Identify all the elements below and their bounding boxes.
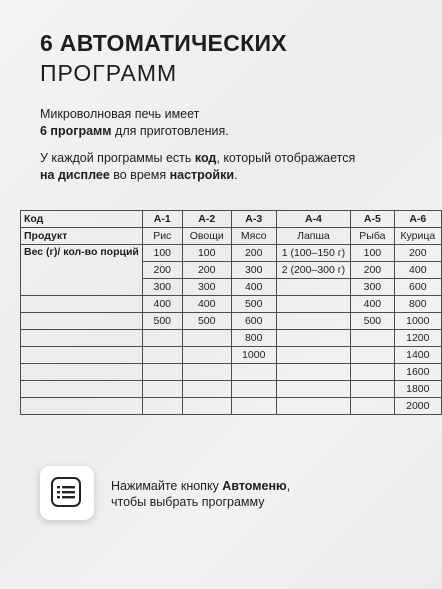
table-row xyxy=(21,245,442,262)
weight-cell xyxy=(231,364,276,381)
empty-cell xyxy=(21,381,143,398)
weight-cell: 400 xyxy=(182,296,231,313)
weight-cell: 1000 xyxy=(231,347,276,364)
weight-label: Вес (г)/ кол-во порций xyxy=(21,245,143,296)
auto-menu-button[interactable] xyxy=(40,466,94,520)
weight-cell: 200 xyxy=(394,245,441,262)
weight-cell xyxy=(276,381,351,398)
auto-menu-hint: Нажимайте кнопку Автоменю, чтобы выбрать программу xyxy=(111,479,291,509)
weight-cell xyxy=(231,381,276,398)
product-cell: Мясо xyxy=(231,228,276,245)
weight-cell: 800 xyxy=(394,296,441,313)
weight-cell xyxy=(276,364,351,381)
weight-cell: 400 xyxy=(351,296,394,313)
weight-cell: 1000 xyxy=(394,313,441,330)
product-cell: Овощи xyxy=(182,228,231,245)
weight-cell xyxy=(351,381,394,398)
programs-table xyxy=(20,210,442,415)
weight-cell: 1800 xyxy=(394,381,441,398)
weight-cell: 200 xyxy=(351,262,394,279)
code-cell: A-4 xyxy=(276,211,351,228)
weight-cell xyxy=(276,330,351,347)
weight-cell: 500 xyxy=(231,296,276,313)
weight-cell xyxy=(182,330,231,347)
weight-cell: 1600 xyxy=(394,364,441,381)
table-row xyxy=(21,398,442,415)
weight-cell xyxy=(142,381,182,398)
page-title: 6 АВТОМАТИЧЕСКИХ xyxy=(40,30,287,56)
weight-cell: 200 xyxy=(231,245,276,262)
code-cell: A-2 xyxy=(182,211,231,228)
weight-cell: 800 xyxy=(231,330,276,347)
weight-cell xyxy=(351,347,394,364)
table-row xyxy=(21,347,442,364)
weight-cell: 400 xyxy=(394,262,441,279)
weight-cell: 200 xyxy=(182,262,231,279)
weight-cell xyxy=(182,381,231,398)
weight-cell xyxy=(351,330,394,347)
weight-cell: 500 xyxy=(142,313,182,330)
table-row xyxy=(21,381,442,398)
weight-cell: 300 xyxy=(351,279,394,296)
table-header-row xyxy=(21,211,442,228)
weight-cell: 100 xyxy=(351,245,394,262)
table-row xyxy=(21,364,442,381)
weight-cell xyxy=(351,364,394,381)
weight-cell: 600 xyxy=(231,313,276,330)
empty-cell xyxy=(21,296,143,313)
table-row xyxy=(21,313,442,330)
weight-cell xyxy=(276,347,351,364)
product-cell: Курица xyxy=(394,228,441,245)
empty-cell xyxy=(21,330,143,347)
weight-cell xyxy=(276,313,351,330)
table-row xyxy=(21,296,442,313)
weight-cell: 100 xyxy=(142,245,182,262)
weight-cell xyxy=(142,398,182,415)
weight-cell: 300 xyxy=(182,279,231,296)
weight-cell xyxy=(142,330,182,347)
weight-cell: 1200 xyxy=(394,330,441,347)
product-cell: Рыба xyxy=(351,228,394,245)
weight-cell xyxy=(276,398,351,415)
empty-cell xyxy=(21,313,143,330)
weight-cell: 200 xyxy=(142,262,182,279)
weight-cell xyxy=(231,398,276,415)
product-cell: Рис xyxy=(142,228,182,245)
code-cell: A-6 xyxy=(394,211,441,228)
weight-cell: 600 xyxy=(394,279,441,296)
intro-paragraph-1: Микроволновая печь имеет 6 программ для приготовления. xyxy=(40,107,229,138)
empty-cell xyxy=(21,398,143,415)
weight-cell: 300 xyxy=(142,279,182,296)
weight-cell xyxy=(182,398,231,415)
empty-cell xyxy=(21,364,143,381)
product-row xyxy=(21,228,442,245)
auto-menu-icon xyxy=(51,477,81,507)
product-label: Продукт xyxy=(21,228,143,245)
weight-cell xyxy=(351,398,394,415)
weight-cell xyxy=(182,364,231,381)
weight-cell: 2 (200–300 г) xyxy=(276,262,351,279)
table-row xyxy=(21,330,442,347)
weight-cell xyxy=(142,347,182,364)
weight-cell xyxy=(276,279,351,296)
weight-cell xyxy=(276,296,351,313)
code-cell: A-1 xyxy=(142,211,182,228)
intro-paragraph-2: У каждой программы есть код, который отображается на дисплее во время настройки. xyxy=(40,151,356,182)
weight-cell: 100 xyxy=(182,245,231,262)
weight-cell xyxy=(182,347,231,364)
code-cell: A-3 xyxy=(231,211,276,228)
weight-cell xyxy=(142,364,182,381)
weight-cell: 500 xyxy=(182,313,231,330)
page-subtitle: ПРОГРАММ xyxy=(40,60,178,86)
weight-cell: 300 xyxy=(231,262,276,279)
weight-cell: 500 xyxy=(351,313,394,330)
weight-cell: 400 xyxy=(231,279,276,296)
empty-cell xyxy=(21,347,143,364)
weight-cell: 2000 xyxy=(394,398,441,415)
code-cell: A-5 xyxy=(351,211,394,228)
product-cell: Лапша xyxy=(276,228,351,245)
code-label: Код xyxy=(21,211,143,228)
weight-cell: 1400 xyxy=(394,347,441,364)
weight-cell: 1 (100–150 г) xyxy=(276,245,351,262)
weight-cell: 400 xyxy=(142,296,182,313)
